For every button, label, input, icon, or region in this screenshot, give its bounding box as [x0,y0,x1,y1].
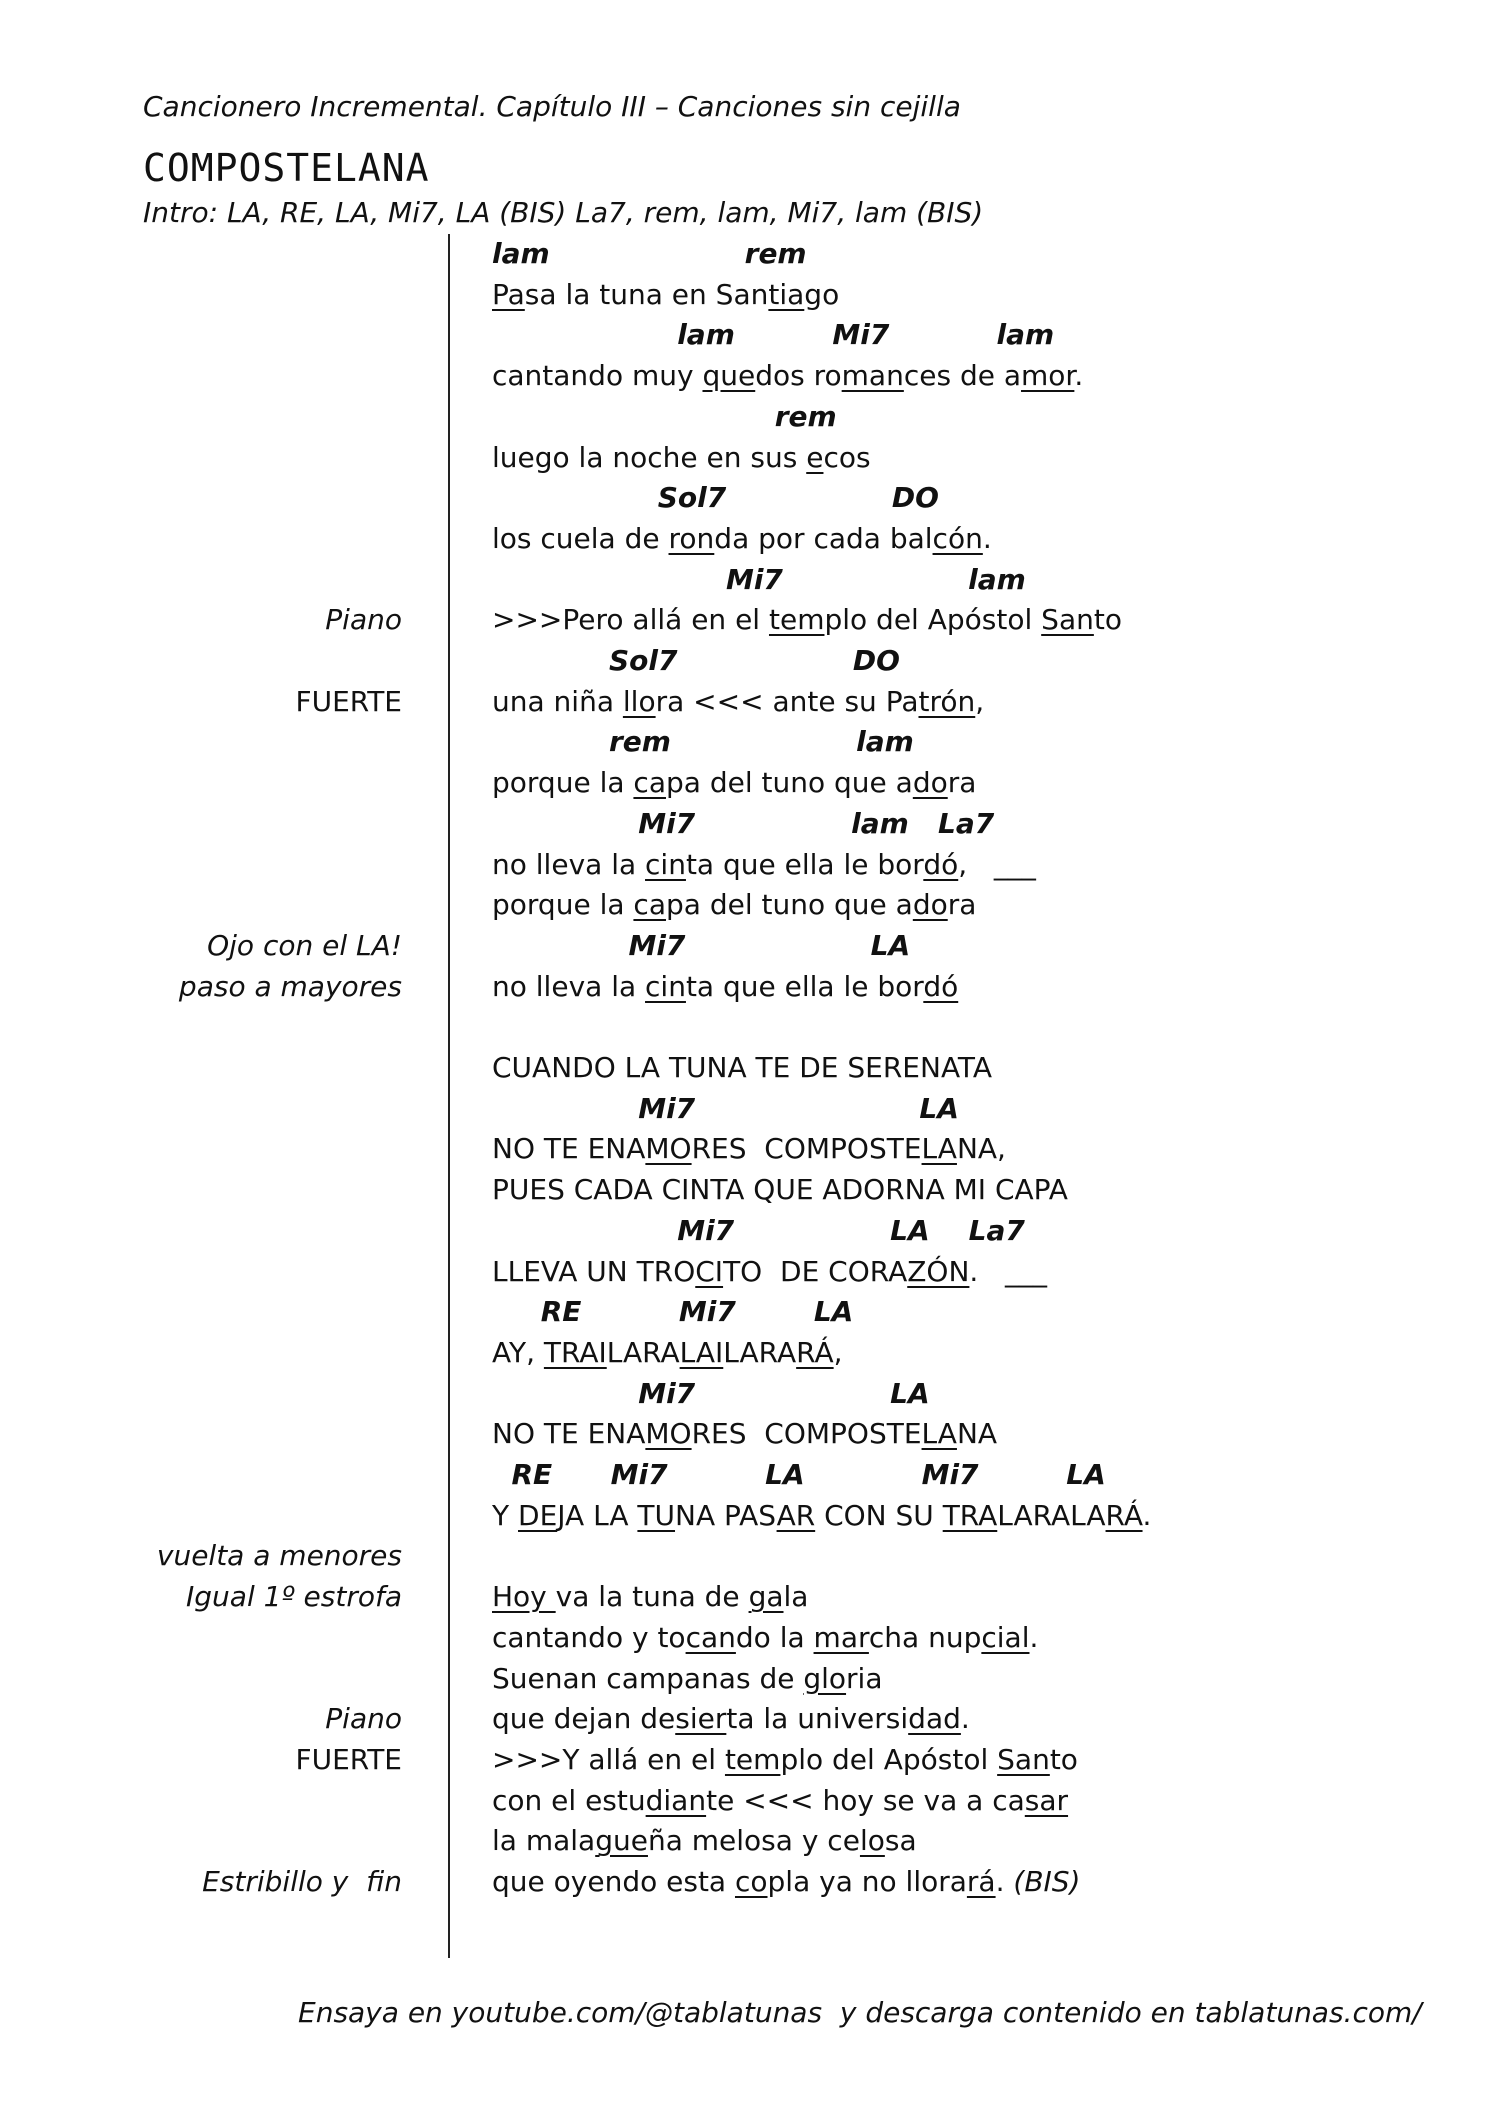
stressed-syllable: ca [633,766,666,800]
lyric-text: . ___ [969,1254,1048,1288]
lyric-text: >>>Pero allá en el [492,603,769,637]
lyric-text: AY, [492,1335,544,1369]
stressed-syllable: ga [748,1580,784,1614]
stressed-syllable: dó [923,847,959,881]
lyric-text: Suenan campanas de [492,1661,804,1695]
stressed-syllable: e [806,440,824,474]
lyric-text: cantando muy [492,359,703,393]
stressed-syllable: tia [768,277,805,311]
stressed-syllable: que [702,359,756,393]
stressed-syllable: dad [908,1702,961,1736]
lyric-line [492,356,1083,396]
lyric-line [492,519,992,559]
stressed-syllable: Hoy [492,1580,556,1614]
stressed-syllable: rá [966,1865,996,1898]
lyric-line [492,1862,1080,1902]
lyric-text: que dejan de [492,1702,676,1736]
stressed-syllable: RÁ [1105,1498,1143,1532]
lyric-text: , [975,684,985,718]
chord-line: Mi7 lam La7 [492,806,995,840]
stressed-syllable: mar [813,1620,869,1654]
lyric-line [492,1496,1151,1536]
lyric-line [492,763,976,803]
lyric-text: LARA [606,1335,680,1369]
stressed-syllable: San [997,1742,1050,1776]
lyric-text: cha nup [868,1620,982,1654]
lyric-line [492,1129,1006,1169]
lyric-text: . [982,521,992,555]
stressed-syllable: ron [668,521,715,555]
stressed-syllable: MO [645,1132,692,1166]
margin-note: FUERTE [295,1742,402,1776]
chapter-header: Cancionero Incremental. Capítulo III – Canciones sin cejilla [143,90,961,123]
intro-chords: Intro: LA, RE, LA, Mi7, LA (BIS) La7, rem, lam, Mi7, lam (BIS) [143,196,984,229]
stressed-syllable: gue [595,1824,648,1858]
chord-line: Mi7 LA [492,1091,959,1125]
lyric-text: . [1142,1498,1152,1532]
lyric-line [492,1252,1047,1292]
lyric-text: NO TE ENA [492,1417,646,1451]
lyric-text: te <<< hoy se va a ca [706,1783,1025,1817]
chord-line: Mi7 LA [492,1376,930,1410]
lyric-text: sa [884,1824,917,1858]
lyric-line [492,967,958,1007]
lyric-text: ra [947,766,977,800]
stressed-syllable: cón [932,521,983,555]
lyric-text: NA PAS [675,1498,777,1532]
chord-line: rem lam [492,725,914,759]
chord-line: RE Mi7 LA Mi7 LA [492,1458,1106,1491]
lyric-text: cos [823,440,871,474]
stressed-syllable: MO [645,1417,692,1451]
stressed-syllable: DE [518,1498,558,1532]
chord-line: Sol7 DO [492,644,900,677]
lyric-line [492,1333,843,1373]
lyric-text: porque la [492,888,634,922]
lyric-line [492,1170,1068,1210]
chord-line: lam Mi7 lam [492,318,1055,352]
stressed-syllable: llo [622,684,656,718]
lyric-text: >>>Y allá en el [492,1742,725,1776]
lyric-line [492,1414,997,1454]
stressed-syllable: mor [1021,359,1075,393]
lyric-text: ces de a [903,359,1022,393]
stressed-syllable: glo [803,1661,847,1695]
lyric-text: ta que ella le bor [685,969,924,1003]
lyric-line [492,1577,808,1617]
lyric-text: RES COMPOSTE [691,1417,922,1451]
lyric-text: no lleva la [492,847,646,881]
lyric-text: sa la tuna en San [524,277,769,311]
lyric-text: , ___ [958,847,1036,881]
lyric-text: to [1093,603,1122,637]
stressed-syllable: dó [923,969,959,1003]
stressed-syllable: tem [724,1742,781,1776]
lyric-line [492,1618,1038,1658]
margin-note: Ojo con el LA! [207,928,402,962]
stressed-syllable: cin [645,969,686,1003]
lyric-text: ta la universi [726,1702,909,1736]
stressed-syllable: do [912,888,948,922]
stressed-syllable: TRA [942,1498,998,1532]
lyric-text: RES COMPOSTE [691,1132,922,1166]
lyric-line [492,275,839,315]
stressed-syllable: man [841,359,904,393]
lyric-text: LARA [723,1335,797,1369]
stressed-syllable: San [1041,603,1094,637]
lyric-line [492,1740,1078,1780]
lyric-line [492,1659,883,1699]
stressed-syllable: CI [695,1254,724,1288]
lyric-line [492,682,984,722]
lyric-line [492,1699,970,1739]
lyric-text: la mala [492,1824,596,1858]
lyric-text: LARALA [997,1498,1106,1532]
lyric-text: ña melosa y ce [647,1824,860,1858]
column-divider [448,234,450,1958]
stressed-syllable: LA [921,1417,957,1451]
lyric-text: TO DE CORA [723,1254,908,1288]
lyric-line [492,438,871,478]
stressed-syllable: dian [645,1783,707,1817]
lyric-text: que oyendo esta [492,1865,735,1898]
stressed-syllable: sier [675,1702,727,1736]
chord-line: lam rem [492,237,807,270]
lyric-line [492,1821,917,1861]
stressed-syllable: tem [768,603,825,637]
lyric-text: NA [956,1417,998,1451]
lyric-line [492,885,976,925]
lyric-text: plo del Apóstol [780,1742,998,1776]
chord-line: Sol7 DO [492,481,939,515]
stressed-syllable: ZÓN [907,1254,970,1288]
song-title: COMPOSTELANA [143,146,430,190]
lyric-text: . [960,1702,970,1736]
stressed-syllable: do [912,766,948,800]
lyric-text: , [833,1335,843,1369]
lyric-text: . [1029,1620,1039,1654]
lyric-text: NA, [956,1132,1006,1166]
stressed-syllable: LA [921,1132,957,1166]
stressed-syllable: AR [776,1498,816,1532]
stressed-syllable: cial [981,1620,1030,1654]
lyric-text: ta que ella le bor [685,847,924,881]
lyric-text: pa del tuno que a [665,766,913,800]
lyric-text: porque la [492,766,634,800]
lyric-text: . [1074,359,1084,393]
lyric-text: dos ro [755,359,842,393]
lyric-text: con el estu [492,1783,646,1817]
chord-line: Mi7 LA [492,928,911,962]
chord-line: RE Mi7 LA [492,1295,854,1329]
stressed-syllable: Pa [492,277,525,311]
lyric-text: CON SU [815,1498,943,1532]
stressed-syllable: lo [859,1824,885,1858]
stressed-syllable: ca [633,888,666,922]
lyric-text: CUANDO LA TUNA TE DE SERENATA [492,1051,993,1084]
margin-note: Piano [325,603,402,637]
stressed-syllable: RÁ [796,1335,834,1369]
lyric-text: pa del tuno que a [665,888,913,922]
margin-note: vuelta a menores [156,1539,402,1573]
lyric-text: NO TE ENA [492,1132,646,1166]
lyric-text: la [783,1580,809,1614]
lyric-line [492,845,1036,885]
lyric-text: ra <<< ante su Pa [655,684,919,718]
lyric-line [492,1048,992,1088]
stressed-syllable: sar [1024,1783,1069,1817]
lyric-line [492,600,1122,640]
stressed-syllable: TU [637,1498,676,1532]
lyric-text: do la [735,1620,814,1654]
chord-line: Mi7 lam [492,562,1026,596]
margin-note: Piano [325,1702,402,1736]
stressed-syllable: LAI [679,1335,724,1369]
stressed-syllable: can [685,1620,736,1654]
lyric-text: ria [846,1661,883,1695]
lyric-text: JA LA [557,1498,638,1532]
lyric-text: . [995,1865,1014,1898]
margin-note: FUERTE [295,684,402,718]
lyric-text: pla ya no llora [767,1865,967,1898]
lyric-text: luego la noche en sus [492,440,807,474]
margin-note: paso a mayores [178,969,402,1003]
lyric-text: to [1049,1742,1078,1776]
lyric-text: Y [492,1498,519,1532]
lyric-text: no lleva la [492,969,646,1003]
stressed-syllable: co [734,1865,768,1898]
margin-note: Estribillo y fin [202,1865,402,1898]
chord-line: rem [492,399,837,433]
stressed-syllable: TRAI [543,1335,607,1369]
lyric-text: los cuela de [492,521,669,555]
repeat-mark: (BIS) [1013,1865,1081,1898]
lyric-text: va la tuna de [555,1580,749,1614]
lyric-text: una niña [492,684,623,718]
lyric-text: LLEVA UN TRO [492,1254,696,1288]
footer-note: Ensaya en youtube.com/@tablatunas y descarga contenido en tablatunas.com/ [298,1996,1422,2029]
lyric-text: plo del Apóstol [824,603,1042,637]
stressed-syllable: cin [645,847,686,881]
lyric-text: ra [947,888,977,922]
stressed-syllable: trón [918,684,976,718]
lyric-text: PUES CADA CINTA QUE ADORNA MI CAPA [492,1173,1068,1207]
chord-line: Mi7 LA La7 [492,1213,1025,1247]
lyric-text: da por cada bal [714,521,933,555]
lyric-text: go [804,277,840,311]
lyric-line [492,1781,1068,1821]
lyric-text: cantando y to [492,1620,686,1654]
margin-note: Igual 1º estrofa [186,1580,402,1614]
